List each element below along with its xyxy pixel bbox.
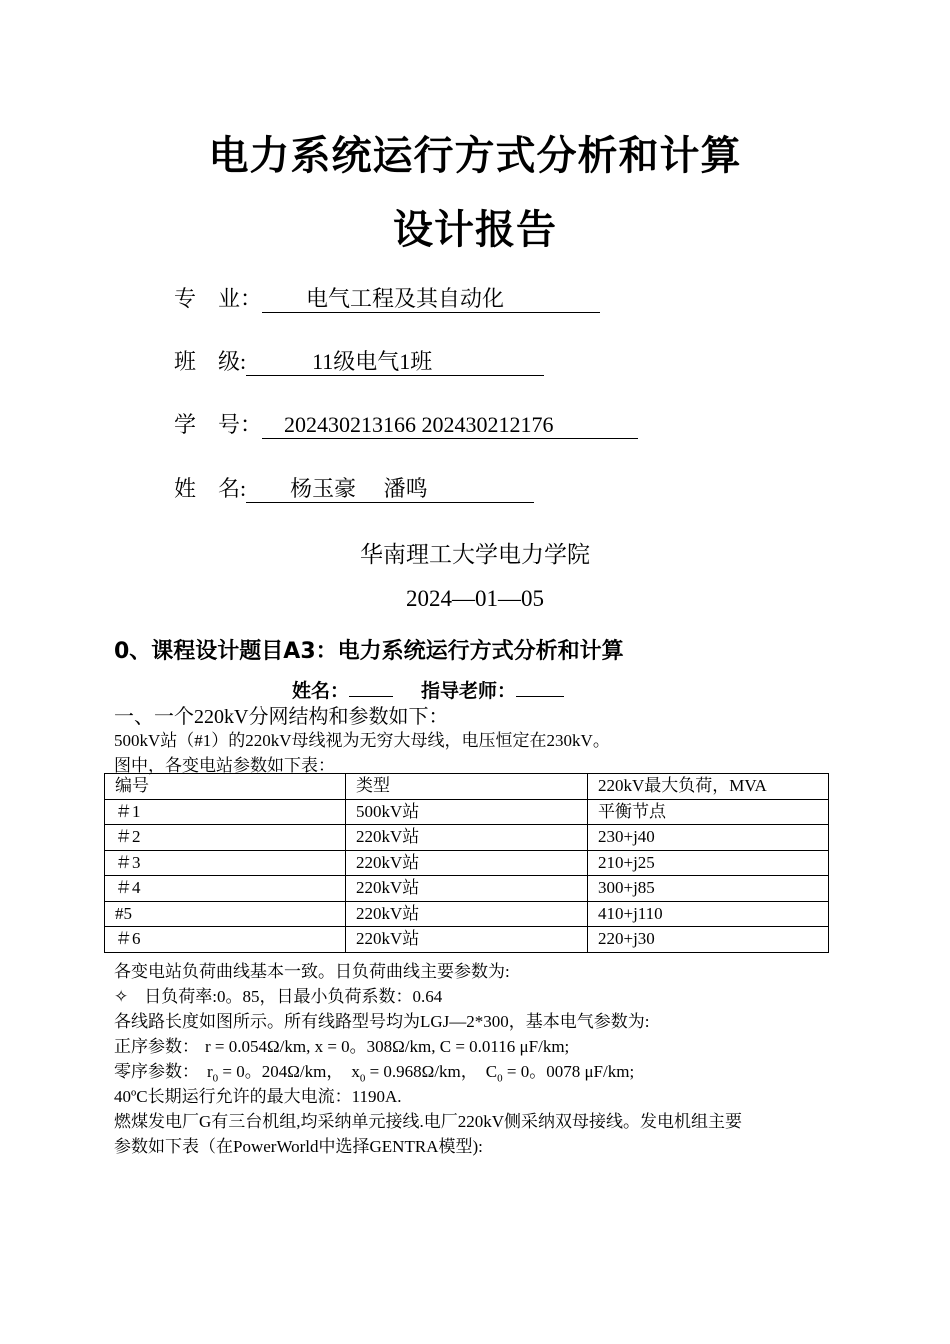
table-cell: ＃3 [105, 850, 346, 876]
field-student-id-label: 学 号： [174, 412, 263, 437]
name-advisor-line [292, 676, 564, 703]
advisor-label: 指导老师： [421, 680, 517, 702]
report-date: 2024—01—05 [406, 586, 544, 611]
field-student-id-value: 202430213166 202430212176 [262, 412, 638, 439]
bullet-icon: ✧ [114, 987, 129, 1006]
table-cell: 220kV站 [346, 927, 588, 953]
zero-r-symbol: r [207, 1062, 213, 1081]
table-cell: 210+j25 [588, 850, 829, 876]
field-major-label: 专 业： [174, 286, 263, 311]
zero-x-value: = 0.968Ω/km， [365, 1062, 478, 1081]
table-cell: 220kV站 [346, 825, 588, 851]
report-subtitle: 设计报告 [393, 207, 557, 253]
paragraph-generator-params: 参数如下表（在PowerWorld中选择GENTRA模型): [114, 1137, 483, 1156]
section-heading: 0、课程设计题目A3：电力系统运行方式分析和计算 [114, 639, 624, 664]
field-major-value: 电气工程及其自动化 [262, 286, 600, 313]
table-row [105, 927, 829, 953]
subscript-zero: 0 [497, 1072, 503, 1085]
name-label: 姓名： [292, 680, 350, 702]
zero-r-value: = 0。204Ω/km， [218, 1062, 344, 1081]
table-header-cell: 220kV最大负荷，MVA [588, 774, 829, 800]
table-cell: 220kV站 [346, 876, 588, 902]
substation-table [104, 773, 829, 953]
table-header-cell: 类型 [346, 774, 588, 800]
field-class [174, 345, 544, 376]
paragraph-table-intro: 图中，各变电站参数如下表： [114, 756, 335, 775]
table-cell: ＃6 [105, 927, 346, 953]
subscript-zero: 0 [359, 1072, 366, 1085]
field-major [174, 282, 600, 313]
paragraph-line-type: 各线路长度如图所示。所有线路型号均为LGJ—2*300，基本电气参数为: [114, 1012, 650, 1031]
table-row [105, 876, 829, 902]
field-name-label: 姓 名: [174, 476, 247, 501]
paragraph-network-intro: 一、一个220kV分网结构和参数如下： [114, 706, 449, 728]
field-name-value: 杨玉豪 潘鸣 [246, 476, 534, 503]
load-factor-text: 日负荷率:0。85，日最小负荷系数：0.64 [144, 987, 443, 1006]
table-header-row [105, 774, 829, 800]
table-cell: ＃2 [105, 825, 346, 851]
report-title: 电力系统运行方式分析和计算 [208, 133, 742, 179]
table-row [105, 799, 829, 825]
table-row [105, 850, 829, 876]
table-cell: 410+j110 [588, 901, 829, 927]
field-class-label: 班 级: [174, 349, 247, 374]
table-header-cell: 编号 [105, 774, 346, 800]
paragraph-load-factor [114, 982, 442, 1007]
table-cell: ＃4 [105, 876, 346, 902]
name-blank [349, 678, 393, 697]
paragraph-power-plant: 燃煤发电厂G有三台机组,均采纳单元接线.电厂220kV侧采纳双母接线。发电机组主要 [114, 1112, 743, 1131]
zero-c-symbol: C [485, 1062, 498, 1081]
table-cell: #5 [105, 901, 346, 927]
subscript-zero: 0 [212, 1072, 219, 1085]
paragraph-infinite-bus: 500kV站（#1）的220kV母线视为无穷大母线，电压恒定在230kV。 [114, 731, 610, 750]
paragraph-load-curve: 各变电站负荷曲线基本一致。日负荷曲线主要参数为: [114, 962, 510, 981]
table-cell: 平衡节点 [588, 799, 829, 825]
field-class-value: 11级电气1班 [246, 349, 544, 376]
table-cell: 220kV站 [346, 901, 588, 927]
table-cell: 300+j85 [588, 876, 829, 902]
positive-seq-value: r = 0.054Ω/km, x = 0。308Ω/km, C = 0.0116 μF/km; [205, 1037, 570, 1056]
paragraph-positive-seq [114, 1032, 569, 1057]
table-row [105, 901, 829, 927]
school-name: 华南理工大学电力学院 [360, 542, 590, 567]
advisor-blank [516, 678, 564, 697]
zero-c-value: = 0。0078 μF/km; [502, 1062, 635, 1081]
paragraph-zero-seq [114, 1057, 634, 1084]
table-cell: ＃1 [105, 799, 346, 825]
paragraph-max-current: 40ºC长期运行允许的最大电流：1190A. [114, 1087, 402, 1106]
field-student-id [174, 408, 638, 439]
field-name [174, 472, 534, 503]
table-cell: 230+j40 [588, 825, 829, 851]
positive-seq-label: 正序参数： [114, 1037, 199, 1056]
zero-seq-label: 零序参数： [114, 1062, 199, 1081]
table-cell: 500kV站 [346, 799, 588, 825]
table-cell: 220+j30 [588, 927, 829, 953]
table-cell: 220kV站 [346, 850, 588, 876]
zero-x-symbol: x [351, 1062, 360, 1081]
table-row [105, 825, 829, 851]
